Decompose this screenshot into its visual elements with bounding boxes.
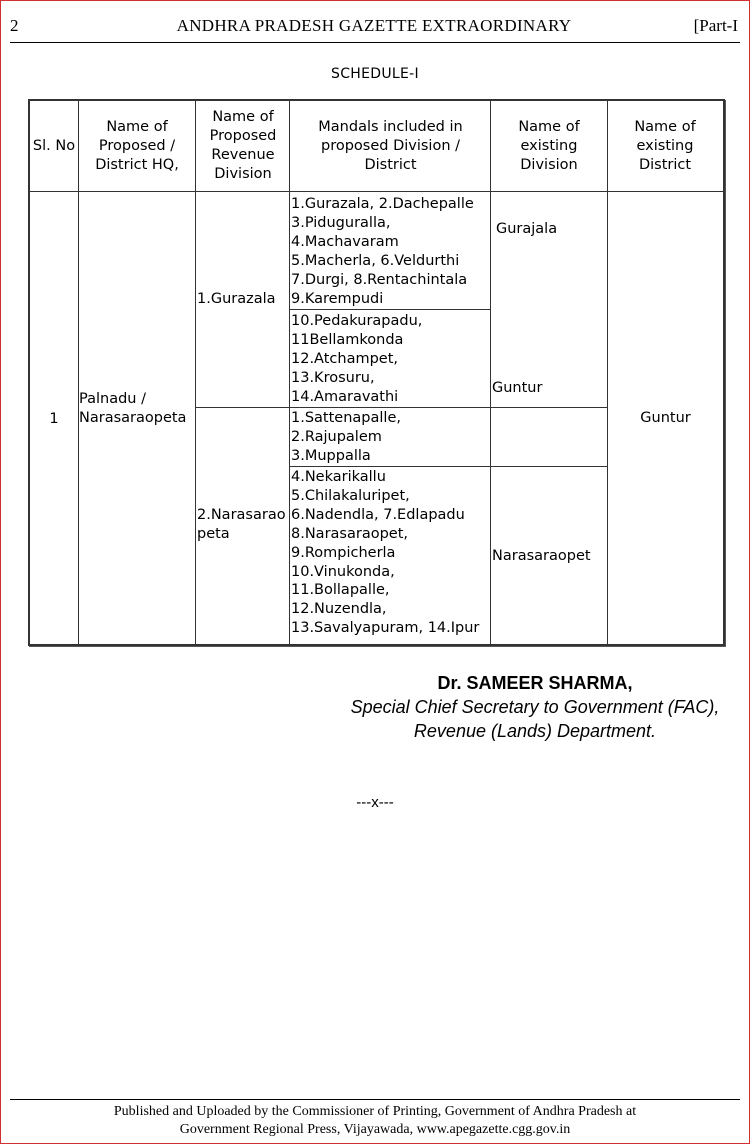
list-item: 1.Gurazala, 2.Dachepalle (291, 196, 474, 212)
col-header-sl-no: Sl. No (32, 137, 76, 154)
district-hq-cell (79, 390, 195, 428)
header-row-divider (30, 191, 723, 192)
signatory-designation: Special Chief Secretary to Government (FAC), (350, 697, 720, 717)
list-item: 8.Narasaraopet, (291, 525, 408, 542)
col-divider (490, 101, 491, 644)
list-item: 1.Sattenapalle, (291, 410, 401, 426)
list-item: 9.Karempudi (291, 290, 384, 307)
page-header (10, 16, 738, 36)
mandal-list (291, 312, 422, 407)
existing-district-cell: Guntur (640, 410, 691, 426)
col-divider (289, 101, 290, 644)
list-item: 5.Macherla, 6.Veldurthi (291, 252, 460, 269)
list-item: 10.Pedakurapadu, (291, 313, 423, 329)
list-item: 9.Rompicherla (291, 544, 396, 561)
row-divider (289, 466, 607, 467)
header-divider (10, 42, 740, 43)
signatory-name: Dr. SAMEER SHARMA, (437, 673, 633, 693)
schedule-table (30, 101, 723, 644)
col-divider (607, 101, 608, 644)
district-hq-name: Palnadu / Narasaraopeta (79, 391, 187, 426)
row-divider (289, 309, 490, 310)
list-item: 11.Bollapalle, (291, 582, 390, 599)
footer-line-2: Government Regional Press, Vijayawada, www.apegazette.cgg.gov.in (179, 1122, 571, 1137)
col-header-district-hq: Name of Proposed / District HQ, (95, 118, 179, 173)
end-mark: ---x--- (356, 794, 394, 811)
footer-line-1: Published and Uploaded by the Commissioner of Printing, Government of Andhra Pradesh at (113, 1104, 637, 1119)
division-narasaraopeta-line2: peta (197, 525, 230, 542)
col-header-existing-district: Name of existing District (634, 118, 696, 173)
col-header-mandals: Mandals included in proposed Division / District (318, 118, 463, 173)
existing-division-gurajala: Gurajala (496, 221, 558, 237)
schedule-title: SCHEDULE-I (331, 66, 419, 82)
row-divider (195, 407, 607, 408)
footer-divider (10, 1099, 740, 1100)
page-footer (0, 1103, 750, 1139)
col-header-existing-division: Name of existing Division (518, 118, 580, 173)
list-item: 5.Chilakaluripet, (291, 487, 410, 504)
existing-division-guntur: Guntur (492, 380, 543, 396)
list-item: 7.Durgi, 8.Rentachintala (291, 271, 468, 288)
list-item: 14.Amaravathi (291, 388, 399, 405)
mandal-list (291, 195, 474, 308)
signatory-department: Revenue (Lands) Department. (413, 721, 657, 741)
list-item: 3.Piduguralla, (291, 214, 391, 231)
list-item: 3.Muppalla (291, 447, 371, 464)
gazette-title: ANDHRA PRADESH GAZETTE EXTRAORDINARY (176, 16, 572, 35)
page-number: 2 (10, 16, 19, 35)
col-divider (78, 101, 79, 644)
list-item: 12.Atchampet, (291, 350, 399, 367)
list-item: 2.Rajupalem (291, 428, 382, 445)
division-narasaraopeta-line1: 2.Narasarao (197, 507, 286, 523)
division-gurazala: 1.Gurazala (197, 291, 276, 307)
list-item: 11Bellamkonda (291, 331, 404, 348)
division-narasaraopeta (197, 506, 286, 544)
mandal-list (291, 468, 479, 638)
list-item: 6.Nadendla, 7.Edlapadu (291, 506, 465, 523)
list-item: 12.Nuzendla, (291, 601, 387, 618)
col-header-revenue-division: Name of Proposed Revenue Division (209, 109, 277, 182)
list-item: 4.Machavaram (291, 233, 399, 250)
part-label: [Part-I (693, 16, 738, 35)
list-item: 13.Krosuru, (291, 369, 375, 386)
list-item: 4.Nekarikallu (291, 469, 386, 485)
existing-division-narasaraopet: Narasaraopet (492, 548, 591, 564)
sl-no-cell: 1 (49, 411, 59, 427)
col-divider (195, 101, 196, 644)
mandal-list (291, 409, 401, 466)
list-item: 13.Savalyapuram, 14.Ipur (291, 620, 480, 637)
list-item: 10.Vinukonda, (291, 563, 395, 580)
